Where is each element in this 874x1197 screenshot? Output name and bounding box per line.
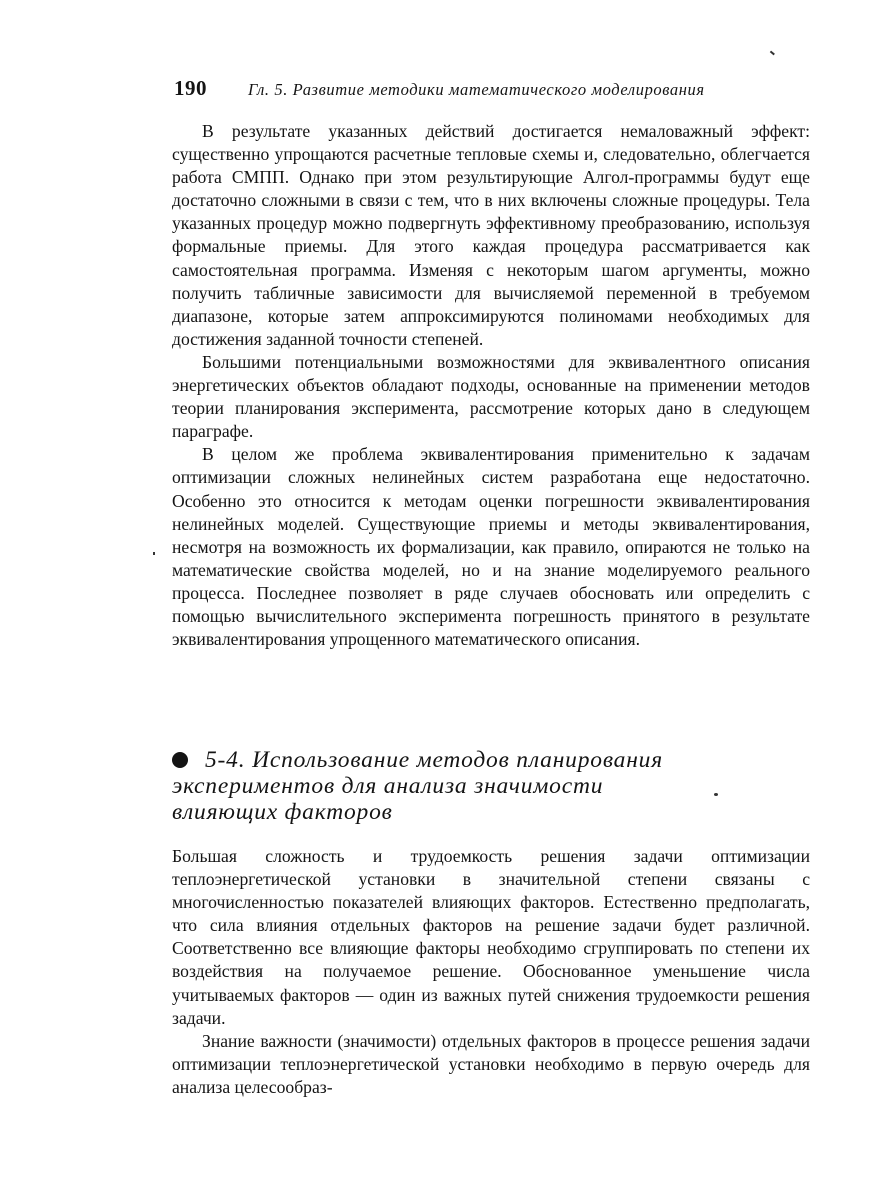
running-head: Гл. 5. Развитие методики математического моделирования [248,80,705,99]
bullet-icon [172,752,188,768]
page-header [174,76,814,104]
paragraph: Знание важности (значимости) отдельных факторов в процессе решения задачи оптимизации теплоэнергетической установки необходимо в первую очередь для анализа целесообраз- [172,1030,810,1097]
scan-speck [153,552,155,555]
section-heading-line: влияющих факторов [172,799,393,825]
section-heading-line: экспериментов для анализа значимости [172,773,604,799]
paragraph: Большая сложность и трудоемкость решения задачи оптимизации теплоэнергетической установки в значительной степени связаны с многочисленностью показателей влияющих факторов. Естественно предполагать, что сила влияния отдельных факторов на решение задачи будет различной. Соответственно все влияющие факторы необходимо сгруппировать по степени их воздействия на получаемое решение. Обоснованное уменьшение числа учитываемых факторов — один из важных путей снижения трудоемкости решения задачи. [172,846,810,1028]
section-heading [172,747,772,825]
scan-speck [770,51,775,55]
page-number: 190 [174,76,207,100]
section-heading-line: 5-4. Использование методов планирования [205,747,663,773]
text-block-after-section [172,845,810,1099]
text-block-before-section [172,120,810,651]
paragraph: Большими потенциальными возможностями для эквивалентного описания энергетических объектов обладают подходы, основанные на применении методов теории планирования эксперимента, рассмотрение которых дано в следующем параграфе. [172,351,810,442]
paragraph: В результате указанных действий достигается немаловажный эффект: существенно упрощаются расчетные тепловые схемы и, следовательно, облегчается работа СМПП. Однако при этом результирующие Алгол-программы будут еще достаточно сложными в связи с тем, что в них включены сложные процедуры. Тела указанных процедур можно подвергнуть эффективному преобразованию, используя формальные приемы. Для этого каждая процедура рассматривается как самостоятельная программа. Изменяя с некоторым шагом аргументы, можно получить табличные зависимости для вычисляемой переменной в требуемом диапазоне, которые затем аппроксимируются полиномами необходимых для достижения заданной точности степеней. [172,121,810,349]
paragraph: В целом же проблема эквивалентирования применительно к задачам оптимизации сложных нелинейных систем разработана еще недостаточно. Особенно это относится к методам оценки погрешности эквивалентирования нелинейных моделей. Существующие приемы и методы эквивалентирования, несмотря на возможность их формализации, как правило, опираются не только на математические свойства моделей, но и на знание моделируемого реального процесса. Последнее позволяет в ряде случаев обосновать или определить с помощью вычислительного эксперимента погрешность принятого в результате эквивалентирования упрощенного математического описания. [172,444,810,650]
